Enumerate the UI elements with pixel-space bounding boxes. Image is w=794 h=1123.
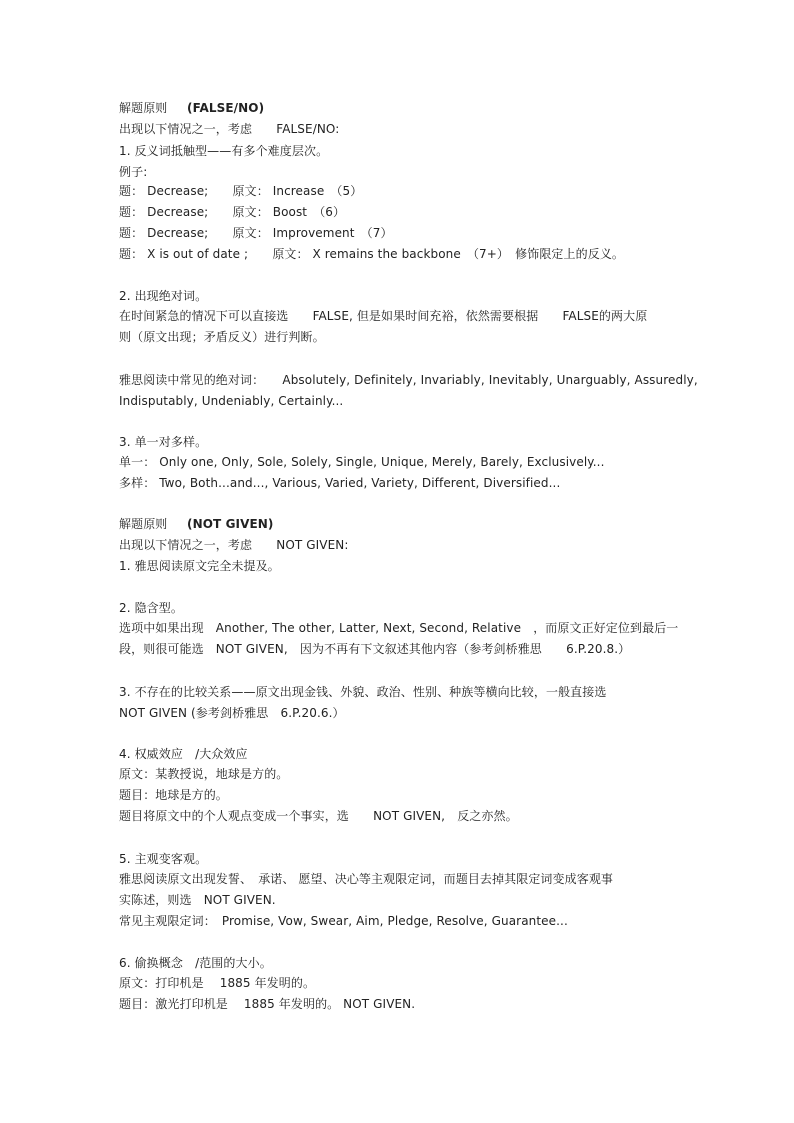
item-authority: 4. 权威效应 /大众效应 (119, 747, 248, 761)
item-absolute: 2. 出现绝对词。 (119, 289, 208, 303)
section-title-tag: (FALSE/NO) (186, 101, 265, 115)
example-line: 题： X is out of date ; 原文： X remains the backbone （7+） 修饰限定上的反义。 (119, 247, 625, 261)
section-title-tag: (NOT GIVEN) (186, 517, 274, 531)
section-title-text: 解题原则 (119, 517, 168, 531)
item-authority-source: 原文：某教授说，地球是方的。 (119, 767, 289, 781)
subjective-words: 常见主观限定词： Promise, Vow, Swear, Aim, Pledge, Resolve, Guarantee... (119, 914, 568, 928)
item-absolute-text: 在时间紧急的情况下可以直接选 FALSE, 但是如果时间充裕，依然需要根据 FALSE的两大原 (119, 309, 648, 323)
example-line: 题： Decrease; 原文： Increase （5） (119, 184, 363, 198)
item-concept-source: 原文：打印机是 1885 年发明的。 (119, 976, 316, 990)
intro-false: 出现以下情况之一，考虑 FALSE/NO: (119, 122, 340, 136)
section-title-false (119, 100, 264, 116)
item-implied-text: 段，则很可能选 NOT GIVEN, 因为不再有下文叙述其他内容（参考剑桥雅思 6.P.20.8.） (119, 642, 631, 656)
item-authority-question: 题目：地球是方的。 (119, 788, 228, 802)
item-subjective: 5. 主观变客观。 (119, 852, 208, 866)
intro-not-given: 出现以下情况之一，考虑 NOT GIVEN: (119, 538, 349, 552)
item-concept-question: 题目：激光打印机是 1885 年发明的。 NOT GIVEN. (119, 997, 416, 1011)
example-line: 题： Decrease; 原文： Improvement （7） (119, 226, 393, 240)
example-line: 题： Decrease; 原文： Boost （6） (119, 205, 346, 219)
absolute-words: Indisputably, Undeniably, Certainly... (119, 394, 344, 408)
item-subjective-text: 实陈述，则选 NOT GIVEN. (119, 893, 276, 907)
item-authority-text: 题目将原文中的个人观点变成一个事实，选 NOT GIVEN, 反之亦然。 (119, 809, 518, 823)
item-absolute-text: 则（原文出现；矛盾反义）进行判断。 (119, 330, 325, 344)
example-label: 例子: (119, 165, 148, 179)
section-title-not-given (119, 516, 274, 532)
item-implied: 2. 隐含型。 (119, 601, 183, 615)
item-comparison: NOT GIVEN (参考剑桥雅思 6.P.20.6.） (119, 706, 345, 720)
section-title-text: 解题原则 (119, 101, 168, 115)
single-words: 单一： Only one, Only, Sole, Solely, Single, Unique, Merely, Barely, Exclusively... (119, 455, 605, 469)
item-subjective-text: 雅思阅读原文出现发誓、 承诺、 愿望、决心等主观限定词，而题目去掉其限定词变成客观事 (119, 872, 614, 886)
item-implied-text: 选项中如果出现 Another, The other, Latter, Next, Second, Relative ，而原文正好定位到最后一 (119, 621, 679, 635)
item-not-mentioned: 1. 雅思阅读原文完全未提及。 (119, 559, 280, 573)
multiple-words: 多样： Two, Both...and..., Various, Varied, Variety, Different, Diversified... (119, 476, 561, 490)
absolute-words: 雅思阅读中常见的绝对词： Absolutely, Definitely, Invariably, Inevitably, Unarguably, Assuredly, (119, 373, 698, 387)
item-concept-swap: 6. 偷换概念 /范围的大小。 (119, 956, 272, 970)
item-single-multiple: 3. 单一对多样。 (119, 435, 208, 449)
item-antonym: 1. 反义词抵触型——有多个难度层次。 (119, 144, 329, 158)
item-comparison: 3. 不存在的比较关系——原文出现金钱、外貌、政治、性别、种族等横向比较，一般直接选 (119, 685, 607, 699)
